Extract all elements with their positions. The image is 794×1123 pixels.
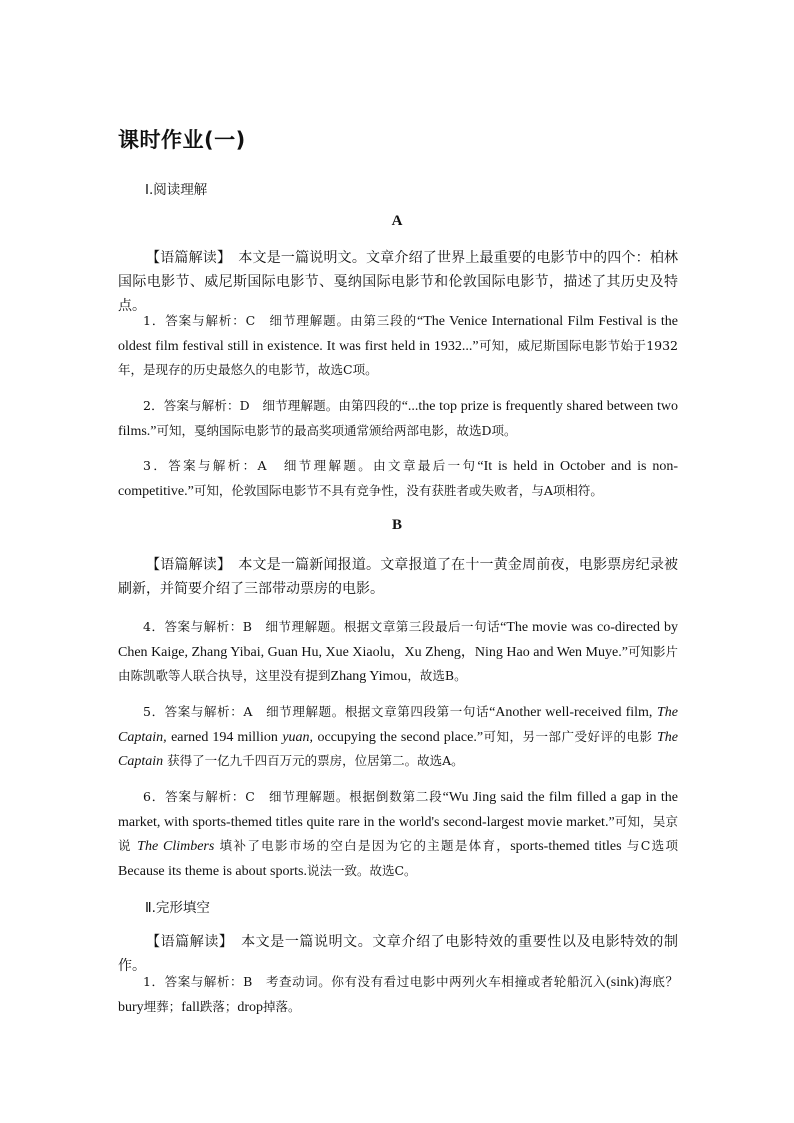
answer-explanation: 可知影片由陈凯歌等人联合执导，这里没有提到 <box>118 643 678 683</box>
option-meaning: 埋葬； <box>143 998 182 1014</box>
answer-explanation: 可知，吴京说 <box>118 813 678 853</box>
answer-lead: 6．答案与解析：C 细节理解题。根据倒数第二段 <box>143 789 443 804</box>
answer-lead: 1．答案与解析：C 细节理解题。由第三段的 <box>143 313 417 328</box>
answer-a3 <box>118 454 678 503</box>
answer-lead: 1．答案与解析：B 考查动词。你有没有看过电影中两列火车相撞或者轮船沉入 <box>143 974 607 989</box>
answer-explanation: 可知，戛纳国际电影节的最高奖项通常颁给两部电影，故选D项。 <box>156 422 517 438</box>
answer-b5 <box>118 700 678 774</box>
answer-quote: earned 194 million <box>171 729 278 745</box>
part-a-intro <box>118 246 678 318</box>
part-b-intro <box>118 553 678 601</box>
answer-explanation: 可知，伦敦国际电影节不具有竞争性，没有获胜者或失败者，与A项相符。 <box>193 482 603 498</box>
answer-explanation: 可知，威尼斯国际电影节始于1932年，是现存的历史最悠久的电影节，故选C项。 <box>118 337 679 377</box>
section-heading-reading: Ⅰ.阅读理解 <box>145 182 208 198</box>
answer-a1 <box>118 309 678 382</box>
person-name: Zhang Yimou <box>330 669 408 684</box>
option-meaning: 跌落； <box>199 998 238 1014</box>
intro-label: 【语篇解读】 <box>146 557 225 573</box>
answer-quote: “It is held in October and is non-competitive.” <box>118 459 678 499</box>
intro-text: 本文是一篇新闻报道。文章报道了在十一黄金周前夜，电影票房纪录被刷新，并简要介绍了三部带动票房的电影。 <box>118 557 679 597</box>
answer-explanation: 填补了电影市场的空白是因为它的主题是体育， <box>219 838 511 853</box>
answer-a2 <box>118 394 678 443</box>
answer-c1 <box>118 970 678 1019</box>
answer-conclusion: 获得了一亿九千四百万元的票房，位居第二。故选A。 <box>167 753 464 768</box>
currency-word: yuan, <box>282 729 314 745</box>
answer-lead: 2．答案与解析：D 细节理解题。由第四段的 <box>143 398 402 413</box>
answer-lead: 4．答案与解析：B 细节理解题。根据文章第三段最后一句话 <box>143 619 501 634</box>
answer-b4 <box>118 615 678 689</box>
answer-lead: 3．答案与解析：A 细节理解题。由文章最后一句 <box>143 458 478 473</box>
option-word: fall <box>181 999 200 1015</box>
option-meaning: 掉落。 <box>263 998 301 1014</box>
answer-quote: “The Venice International Film Festival is the oldest film festival still in existence. It was first held in 1932...” <box>118 314 678 354</box>
intro-label: 【语篇解读】 <box>146 934 227 950</box>
answer-explanation: 海底？ <box>638 974 678 989</box>
answer-explanation: 与C选项 <box>626 838 678 853</box>
film-title: The Climbers <box>137 839 215 854</box>
option-word: drop <box>237 999 264 1015</box>
english-phrase: sports-themed titles <box>510 839 622 854</box>
page-title: 课时作业(一) <box>118 128 246 152</box>
answer-conclusion: 说法一致。故选C。 <box>306 862 417 878</box>
answer-lead: 5．答案与解析：A 细节理解题。根据文章第四段第一句话 <box>143 704 490 719</box>
part-a-heading: A <box>391 213 403 229</box>
intro-text: 本文是一篇说明文。文章介绍了世界上最重要的电影节中的四个：柏林国际电影节、威尼斯国际电影节、戛纳国际电影节和伦敦国际电影节，描述了其历史及特点。 <box>118 250 679 314</box>
option-word: bury <box>118 999 144 1015</box>
answer-b6 <box>118 785 678 883</box>
answer-explanation: 可知，另一部广受好评的电影 <box>483 728 653 744</box>
answer-conclusion: ，故选B。 <box>407 668 467 683</box>
section-heading-cloze: Ⅱ.完形填空 <box>145 900 210 916</box>
film-title: The Captain, <box>118 705 678 745</box>
answer-quote: “The movie was co-directed by Chen Kaige, Zhang Yibai, Guan Hu, Xue Xiaolu，Xu Zheng，Ning Hao and Wen Muye.” <box>118 620 678 660</box>
english-phrase: Because its theme is about sports. <box>118 863 307 879</box>
intro-label: 【语篇解读】 <box>146 250 225 266</box>
english-word: (sink) <box>606 975 639 990</box>
answer-quote: “...the top prize is frequently shared between two films.” <box>118 399 678 439</box>
film-title: The Captain <box>118 729 678 769</box>
answer-quote: “Wu Jing said the film filled a gap in the market, with sports-themed titles quite rare in the world's second-largest movie market.” <box>118 790 678 830</box>
intro-text: 本文是一篇说明文。文章介绍了电影特效的重要性以及电影特效的制作。 <box>118 934 679 974</box>
answer-quote: occupying the second place.” <box>317 729 484 745</box>
part-b-heading: B <box>391 517 402 533</box>
answer-quote: “Another well-received film, <box>489 705 653 720</box>
